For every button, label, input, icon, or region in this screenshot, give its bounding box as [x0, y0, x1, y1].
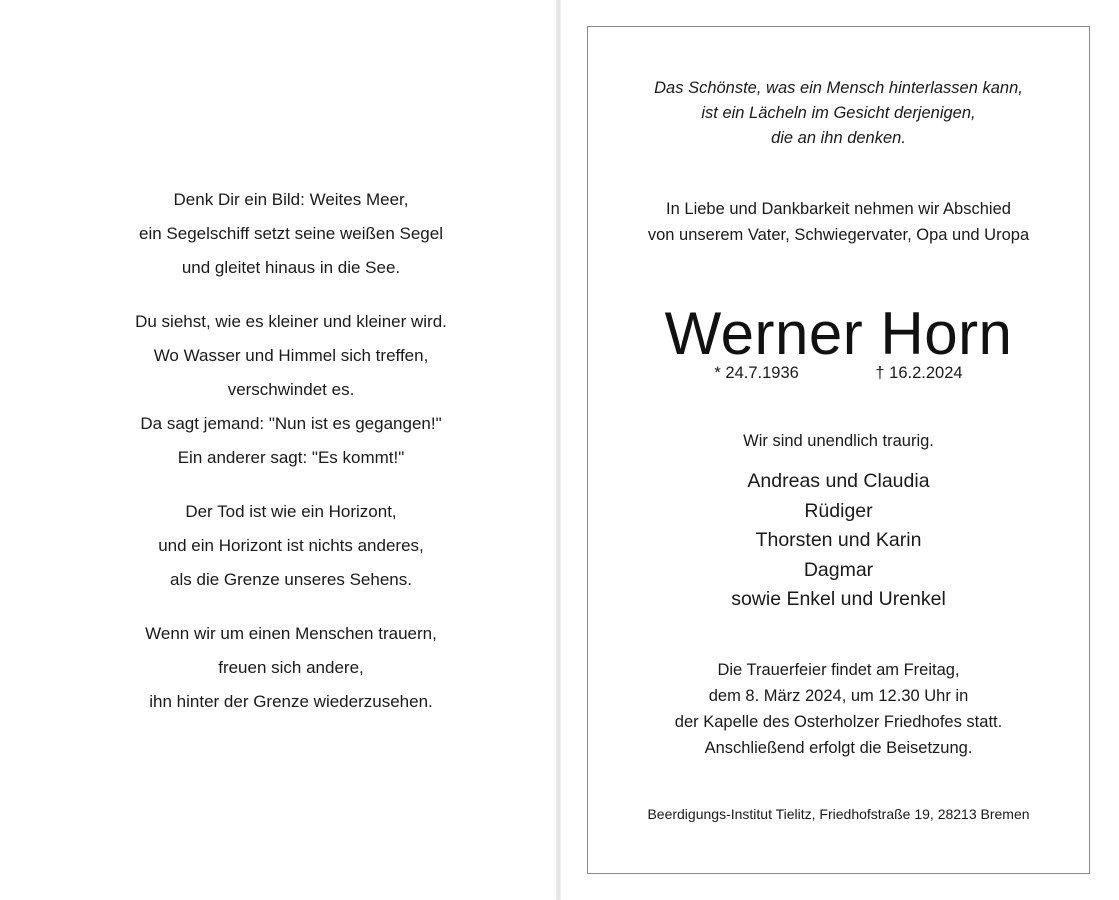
birth-date: * 24.7.1936	[714, 364, 799, 382]
intro-line: In Liebe und Dankbarkeit nehmen wir Abschied	[666, 200, 1011, 218]
mourners-list	[588, 467, 1089, 615]
poem-line: Wenn wir um einen Menschen trauern,	[145, 624, 437, 643]
mourner-entry: sowie Enkel und Urenkel	[731, 588, 946, 610]
poem-stanza-2	[40, 305, 542, 475]
mourning-statement: Wir sind unendlich traurig.	[743, 432, 934, 450]
funeral-line: dem 8. März 2024, um 12.30 Uhr in	[708, 687, 969, 705]
farewell-intro	[588, 196, 1089, 248]
poem-line: Denk Dir ein Bild: Weites Meer,	[173, 190, 409, 209]
poem-stanza-3	[40, 495, 542, 597]
motto-quote	[588, 76, 1089, 151]
funeral-line: Die Trauerfeier findet am Freitag,	[717, 661, 960, 679]
funeral-line: Anschließend erfolgt die Beisetzung.	[704, 739, 973, 757]
mourner-entry: Dagmar	[803, 558, 874, 581]
mourner-entry: Andreas und Claudia	[747, 470, 930, 492]
life-dates	[588, 361, 1089, 385]
page-fold-divider	[556, 0, 561, 900]
mourner-entry: Rüdiger	[804, 499, 873, 522]
poem-line: Ein anderer sagt: "Es kommt!"	[177, 448, 405, 467]
funeral-details	[588, 657, 1089, 761]
poem-line: Du siehst, wie es kleiner und kleiner wird.	[135, 312, 447, 331]
poem-stanza-1	[40, 183, 542, 285]
poem-line: freuen sich andere,	[218, 658, 364, 677]
poem-line: ihn hinter der Grenze wiederzusehen.	[149, 692, 433, 711]
poem-line: Der Tod ist wie ein Horizont,	[185, 502, 397, 521]
motto-line: die an ihn denken.	[771, 129, 906, 147]
death-date: † 16.2.2024	[875, 364, 963, 382]
motto-line: ist ein Lächeln im Gesicht derjenigen,	[701, 104, 976, 122]
poem-stanza-4	[40, 617, 542, 719]
funeral-line: der Kapelle des Osterholzer Friedhofes statt.	[674, 713, 1003, 731]
poem-line: ein Segelschiff setzt seine weißen Segel	[139, 224, 443, 243]
obituary-card	[587, 26, 1090, 874]
mourner-entry: Thorsten und Karin	[755, 529, 922, 551]
deceased-name: Werner Horn	[664, 300, 1013, 367]
left-page-poem	[40, 183, 542, 739]
poem-line: Wo Wasser und Himmel sich treffen,	[153, 346, 429, 365]
poem-line: und ein Horizont ist nichts anderes,	[158, 536, 424, 555]
poem-line: verschwindet es.	[227, 380, 355, 399]
undertaker-address: Beerdigungs-Institut Tielitz, Friedhofstraße 19, 28213 Bremen	[647, 806, 1030, 822]
poem-line: und gleitet hinaus in die See.	[181, 258, 401, 277]
poem-line: Da sagt jemand: "Nun ist es gegangen!"	[140, 414, 442, 433]
motto-line: Das Schönste, was ein Mensch hinterlassen kann,	[654, 79, 1023, 97]
poem-line: als die Grenze unseres Sehens.	[170, 570, 412, 589]
intro-line: von unserem Vater, Schwiegervater, Opa und Uropa	[647, 226, 1030, 244]
